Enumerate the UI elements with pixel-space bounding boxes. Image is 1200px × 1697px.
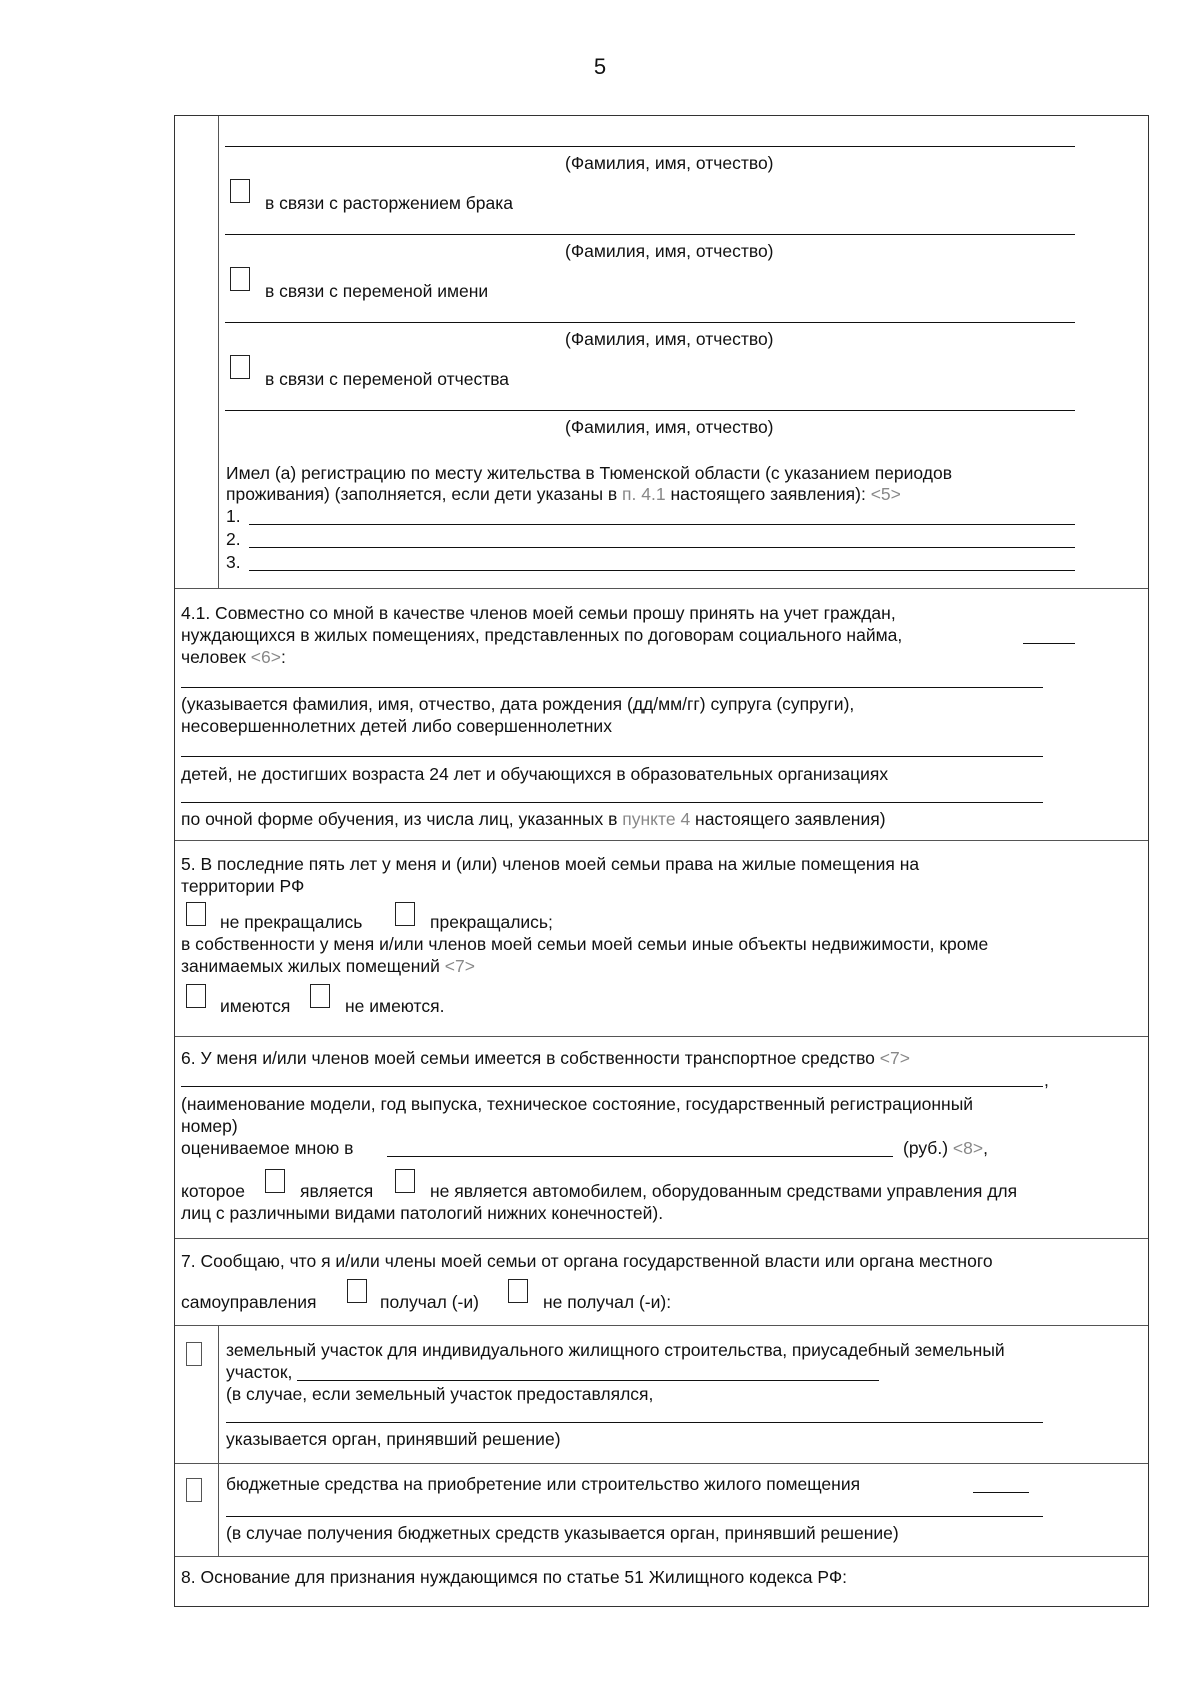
label-not-received: не получал (-и): [543, 1292, 672, 1312]
label-received: получал (-и) [380, 1292, 479, 1312]
s8-line-1: 8. Основание для признания нуждающимся по статье 51 Жилищного кодекса РФ: [181, 1567, 848, 1587]
fio-line-3[interactable] [225, 322, 1075, 323]
s41-field-1[interactable] [181, 687, 1043, 688]
s7-line-1: 7. Сообщаю, что я и/или члены моей семьи от органа государственной власти или органа местного [181, 1251, 993, 1271]
footnote-8[interactable]: <8> [952, 1138, 984, 1158]
page-number: 5 [593, 54, 607, 79]
fio-caption: (Фамилия, имя, отчество) [565, 241, 774, 261]
s41-line-2: нуждающихся в жилых помещениях, представленных по договорам социального найма, [181, 625, 903, 645]
reg-num-1: 1. [226, 506, 241, 526]
s41-field-3[interactable] [181, 802, 1043, 803]
fio-caption: (Фамилия, имя, отчество) [565, 417, 774, 437]
checkbox-not-have[interactable] [310, 984, 330, 1008]
checkbox-land-plot[interactable] [186, 1342, 202, 1366]
column-divider [218, 1325, 219, 1556]
fio-line-1[interactable] [225, 146, 1075, 147]
s41-hint-4b: настоящего заявления) [690, 809, 886, 829]
reg-num-2: 2. [226, 529, 241, 549]
budget-amount-field[interactable] [973, 1492, 1029, 1493]
reg-num-3: 3. [226, 552, 241, 572]
footnote-7[interactable]: <7> [879, 1048, 910, 1068]
row-divider [175, 1325, 1148, 1326]
s7-self-gov: самоуправления [181, 1292, 317, 1312]
label-name-change: в связи с переменой имени [265, 281, 489, 301]
s6-valued-comma: , [983, 1138, 988, 1158]
footnote-5[interactable]: <5> [870, 484, 901, 504]
s41-hint-3: детей, не достигших возраста 24 лет и обучающихся в образовательных организациях [181, 764, 889, 784]
s41-field-2[interactable] [181, 756, 1043, 757]
checkbox-budget-funds[interactable] [186, 1478, 202, 1502]
fio-caption: (Фамилия, имя, отчество) [565, 329, 774, 349]
fio-line-2[interactable] [225, 234, 1075, 235]
checkbox-have[interactable] [186, 984, 206, 1008]
checkbox-patronymic-change[interactable] [230, 355, 250, 379]
fio-caption: (Фамилия, имя, отчество) [565, 153, 774, 173]
land-field-2[interactable] [226, 1422, 1043, 1423]
row-divider [175, 588, 1148, 589]
label-patronymic-change: в связи с переменой отчества [265, 369, 510, 389]
checkbox-stopped[interactable] [395, 902, 415, 926]
s41-line-3 [181, 647, 286, 668]
form-table [174, 115, 1149, 1607]
footnote-7[interactable]: <7> [444, 956, 475, 976]
row-divider [175, 1463, 1148, 1464]
reg-line-3[interactable] [249, 570, 1075, 571]
row-divider [175, 1036, 1148, 1037]
s6-hint-2: номер) [181, 1116, 238, 1136]
s41-hint-4 [181, 809, 886, 830]
s6-valued-a: оцениваемое мною в [181, 1138, 354, 1158]
checkbox-divorce[interactable] [230, 179, 250, 203]
vehicle-comma: , [1044, 1070, 1049, 1090]
s41-line-1: 4.1. Совместно со мной в качестве членов моей семьи прошу принять на учет граждан, [181, 603, 896, 623]
fio-line-4[interactable] [225, 410, 1075, 411]
link-punkt-4[interactable]: пункте 4 [622, 809, 691, 829]
label-is-not-adapted: не является автомобилем, оборудованным средствами управления для [430, 1181, 1018, 1201]
land-hint-1: (в случае, если земельный участок предоставлялся, [226, 1384, 654, 1404]
s41-count-field[interactable] [1023, 643, 1075, 644]
checkbox-is-not-adapted[interactable] [395, 1169, 415, 1193]
checkbox-is-adapted[interactable] [265, 1169, 285, 1193]
s41-hint-1: (указывается фамилия, имя, отчество, дата рождения (дд/мм/гг) супруга (супруги), [181, 694, 855, 714]
checkbox-not-stopped[interactable] [186, 902, 206, 926]
budget-hint: (в случае получения бюджетных средств указывается орган, принявший решение) [226, 1523, 899, 1543]
land-hint-2: указывается орган, принявший решение) [226, 1429, 561, 1449]
vehicle-field[interactable] [181, 1086, 1043, 1087]
label-have: имеются [220, 996, 291, 1016]
row-divider [175, 1556, 1148, 1557]
s5-line-4a: занимаемых жилых помещений [181, 956, 445, 976]
link-p-4-1[interactable]: п. 4.1 [622, 484, 666, 504]
s5-line-2: территории РФ [181, 876, 305, 896]
budget-field[interactable] [226, 1516, 1043, 1517]
s5-line-3: в собственности у меня и/или членов моей семьи моей семьи иные объекты недвижимости, кроме [181, 934, 989, 954]
checkbox-not-received[interactable] [508, 1279, 528, 1303]
s5-line-4 [181, 956, 475, 977]
checkbox-received[interactable] [347, 1279, 367, 1303]
footnote-6[interactable]: <6> [250, 647, 281, 667]
s41-line-3a: человек [181, 647, 251, 667]
checkbox-name-change[interactable] [230, 267, 250, 291]
registration-text-2b: настоящего заявления): [665, 484, 871, 504]
label-not-have: не имеются. [345, 996, 445, 1016]
label-divorce: в связи с расторжением брака [265, 193, 514, 213]
s41-line-3b: : [280, 647, 286, 667]
land-line-2: участок, [226, 1362, 293, 1382]
s41-hint-4a: по очной форме обучения, из числа лиц, указанных в [181, 809, 623, 829]
s6-line-1 [181, 1048, 910, 1069]
s6-last-line: лиц с различными видами патологий нижних конечностей). [181, 1203, 664, 1223]
budget-line-1: бюджетные средства на приобретение или строительство жилого помещения [226, 1474, 861, 1494]
registration-text-2a: проживания) (заполняется, если дети указаны в [226, 484, 623, 504]
s6-valued-b [903, 1138, 988, 1159]
s6-which: которое [181, 1181, 245, 1201]
row-divider [175, 1238, 1148, 1239]
land-field-1[interactable] [297, 1380, 879, 1381]
reg-line-1[interactable] [249, 524, 1075, 525]
s6-hint-1: (наименование модели, год выпуска, техническое состояние, государственный регистрационный [181, 1094, 974, 1114]
s5-line-1: 5. В последние пять лет у меня и (или) членов моей семьи права на жилые помещения на [181, 854, 920, 874]
row-divider [175, 840, 1148, 841]
reg-line-2[interactable] [249, 547, 1075, 548]
label-stopped: прекращались; [430, 912, 553, 932]
s41-hint-2: несовершеннолетних детей либо совершеннолетних [181, 716, 612, 736]
value-field[interactable] [387, 1156, 893, 1157]
registration-text-1: Имел (а) регистрацию по месту жительства в Тюменской области (с указанием периодов [226, 463, 952, 483]
s6-line-1a: 6. У меня и/или членов моей семьи имеется в собственности транспортное средство [181, 1048, 880, 1068]
s6-valued-rub: (руб.) [903, 1138, 953, 1158]
column-divider [218, 116, 219, 588]
registration-text-2 [226, 484, 901, 505]
label-not-stopped: не прекращались [220, 912, 363, 932]
label-is-adapted: является [300, 1181, 374, 1201]
land-line-1: земельный участок для индивидуального жилищного строительства, приусадебный земельный [226, 1340, 1005, 1360]
